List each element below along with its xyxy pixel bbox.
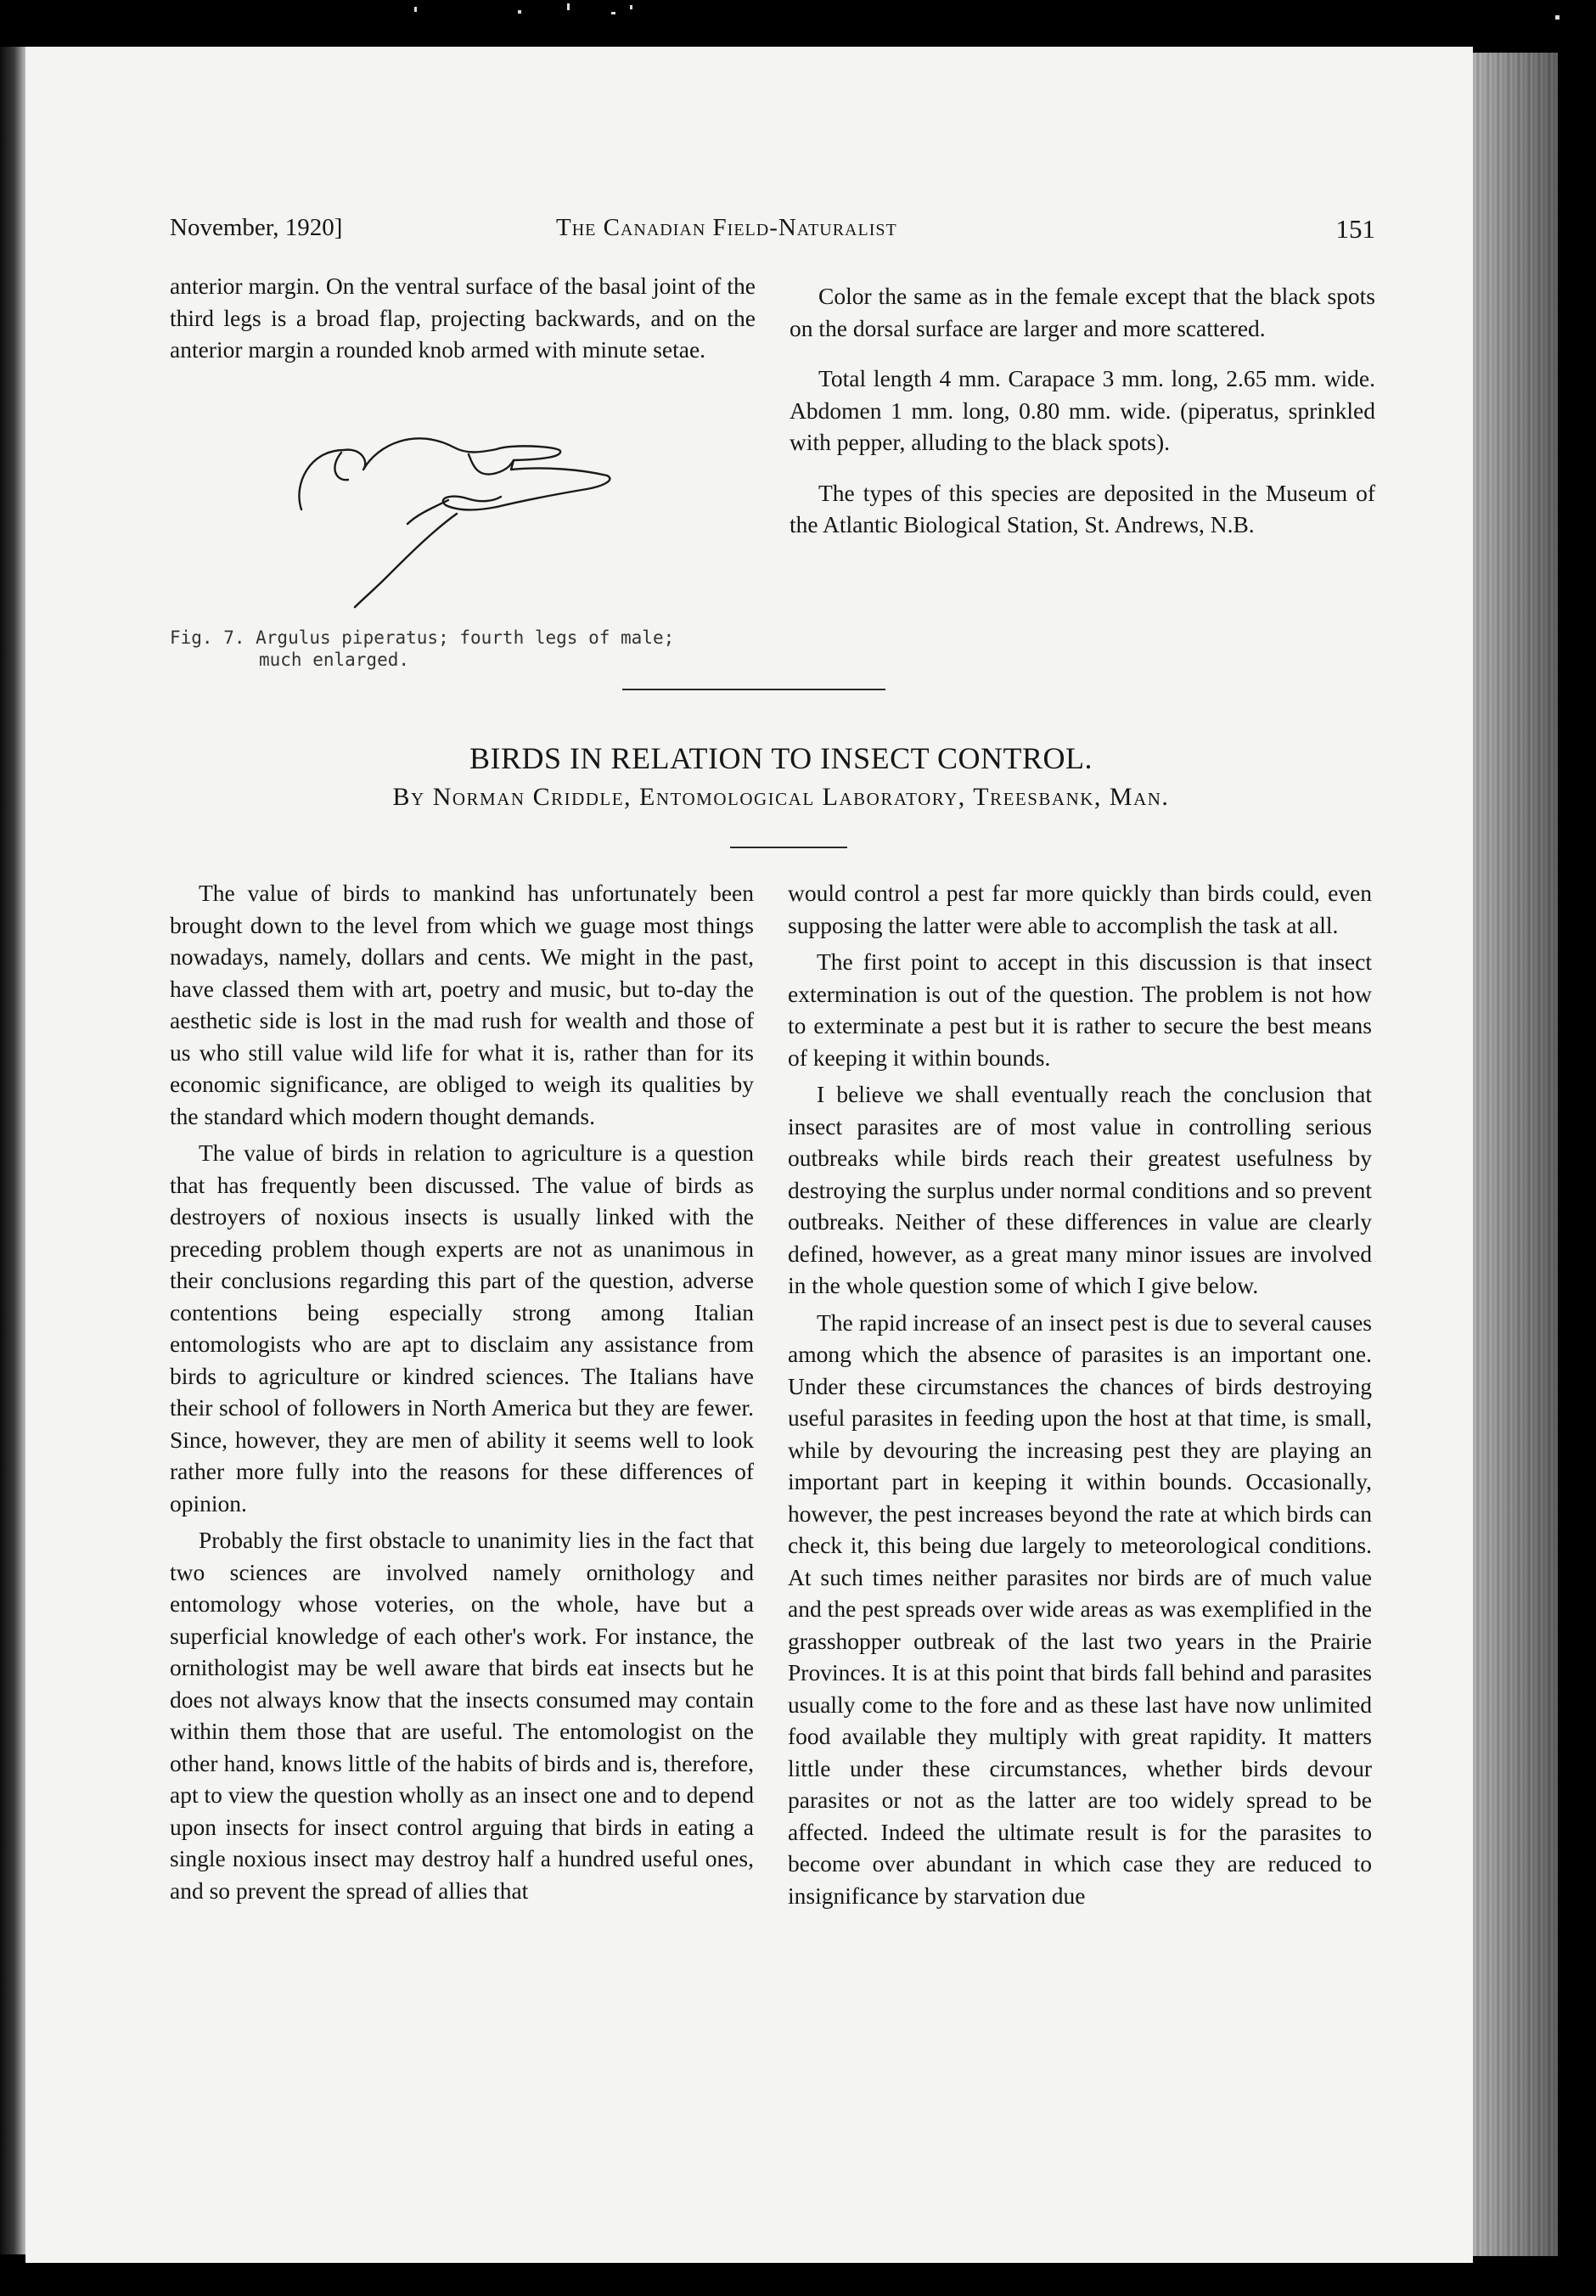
caption-line: Fig. 7. Argulus piperatus; fourth legs of male; xyxy=(170,627,675,648)
paragraph: Probably the first obstacle to unanimity lies in the fact that two sciences are involved namely ornithology and entomology whose voteries, on the whole, have but a superficial knowledge of each other's work. For instance, the ornithologist may be well aware that birds eat insects but he does not always know that the insects consumed may contain within them those that are useful. The entomologist on the other hand, knows little of the habits of birds and is, therefore, apt to view the question wholly as an insect one and to depend upon insects for insect control arguing that birds in eating a single noxious insect may destroy half a hundred useful ones, and so prevent the spread of allies that xyxy=(170,1527,754,1904)
issue-date: November, 1920] xyxy=(170,214,343,241)
article-column-left xyxy=(170,877,754,1906)
page-number: 151 xyxy=(1335,214,1375,244)
paragraph: The rapid increase of an insect pest is due to several causes among which the absence of parasites is an important one. Under these circumstances the chances of birds destroying useful parasites in feeding upon the host at that time, is small, while by devouring the increasing pest they are playing an important part in keeping it within bounds. Occasionally, however, the pest increases beyond the rate at which birds can check it, this being due largely to meteorological conditions. At such times neither parasites nor birds are of much value and the pest spreads over wide areas as was exemplified in the grasshopper outbreak of the last two years in the Prairie Provinces. It is at this point that birds fall behind and parasites usually come to the fore and as these last have now unlimited food available they multiply with great rapidity. It matters little under these circumstances, whether birds devour parasites or not as the latter are too widely spread to be affected. Indeed the ultimate result is for the parasites to become over abundant in which case they are reduced to insignificance by starvation due xyxy=(788,1308,1372,1909)
paragraph: The value of birds in relation to agriculture is a question that has frequently been discussed. The value of birds as destroyers of noxious insects is usually linked with the preceding problem though experts are not as unanimous in their conclusions regarding this part of the question, adverse contentions being especially strong among Italian entomologists who are apt to disclaim any assistance from birds to agriculture or kindred sciences. The Italians have their school of followers in North America but they are fewer. Since, however, they are men of ability it seems well to look rather more fully into the reasons for these differences of opinion. xyxy=(170,1140,754,1517)
journal-title: The Canadian Field-Naturalist xyxy=(556,214,897,241)
paragraph: The types of this species are deposited in the Museum of the Atlantic Biological Station, St. Andrews, N.B. xyxy=(790,479,1375,537)
paragraph: Total length 4 mm. Carapace 3 mm. long, 2.65 mm. wide. Abdomen 1 mm. long, 0.80 mm. wide. (piperatus, sprinkled with pepper, alluding to the black spots). xyxy=(790,365,1375,455)
figure-caption xyxy=(170,627,756,671)
caption-line: much enlarged. xyxy=(259,650,410,670)
paragraph: The value of birds to mankind has unfortunately been brought down to the level from which we guage most things nowadays, namely, dollars and cents. We might in the past, have classed them with art, poetry and music, but to-day the aesthetic side is lost in the mad rush for wealth and those of us who still value wild life for what it is, rather than for its economic significance, are obliged to weigh its qualities by the standard which modern thought demands. xyxy=(170,880,754,1129)
book-binding-left xyxy=(0,47,25,2254)
section-divider xyxy=(622,689,885,690)
title-divider xyxy=(730,847,847,848)
page-stack-edge xyxy=(1473,53,1558,2256)
paragraph: I believe we shall eventually reach the conclusion that insect parasites are of most value in controlling serious outbreaks while birds reach their greatest usefulness by destroying the surplus under normal conditions and so prevent outbreaks. Neither of these differences in value are clearly defined, however, as a great many minor issues are involved in the whole question some of which I give below. xyxy=(788,1081,1372,1298)
argulus-leg-drawing xyxy=(289,429,662,611)
paragraph: Color the same as in the female except that the black spots on the dorsal surface are larger and more scattered. xyxy=(790,283,1375,341)
article-byline: By Norman Criddle, Entomological Laboratory, Treesbank, Man. xyxy=(392,783,1170,811)
article-column-right xyxy=(788,877,1372,1911)
continued-text-right xyxy=(790,280,1375,541)
paragraph: The first point to accept in this discussion is that insect extermination is out of the question. The problem is not how to exterminate a pest but it is rather to secure the best means of keeping it within bounds. xyxy=(788,948,1372,1071)
paragraph: anterior margin. On the ventral surface of the basal joint of the third legs is a broad flap, projecting backwards, and on the anterior margin a rounded knob armed with minute setae. xyxy=(170,273,756,363)
article-title: BIRDS IN RELATION TO INSECT CONTROL. xyxy=(469,741,1093,775)
continued-text-left xyxy=(170,270,756,366)
paragraph: would control a pest far more quickly than birds could, even supposing the latter were able to accomplish the task at all. xyxy=(788,880,1372,938)
running-head xyxy=(170,214,1392,248)
